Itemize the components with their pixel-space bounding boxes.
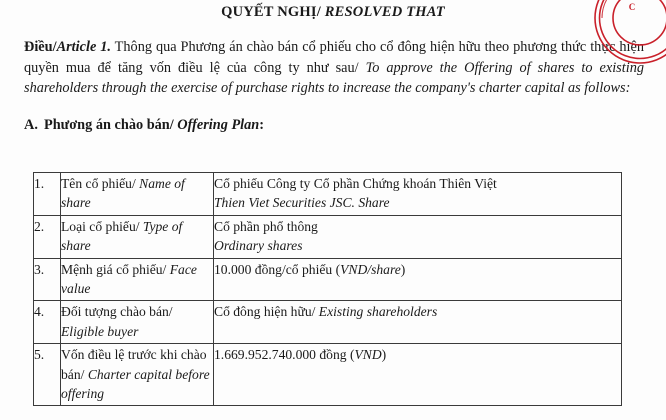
row-value-suffix: ) [400, 261, 406, 277]
row-label-english: Face value [61, 261, 197, 297]
section-a-title-english: Offering Plan [177, 117, 260, 133]
table-row [34, 344, 622, 406]
row-label-vietnamese: Mệnh giá cổ phiếu/ [61, 261, 170, 277]
row-value-vietnamese: Cổ phiếu Công ty Cổ phần Chứng khoán Thiên Việt [214, 176, 497, 191]
row-value [214, 173, 622, 216]
row-value-vietnamese: 10.000 đồng/cổ phiếu ( [214, 261, 341, 277]
section-a-letter: A. [24, 117, 38, 133]
row-label [61, 258, 214, 301]
row-label-english: Eligible buyer [61, 323, 139, 339]
row-value [214, 258, 622, 301]
article-1-paragraph [24, 37, 644, 98]
section-a-title-vietnamese: Phương án chào bán/ [44, 117, 178, 133]
page-title [0, 4, 666, 21]
article-label-vietnamese: Điều/ [24, 39, 57, 56]
svg-text:C: C [628, 2, 636, 12]
row-label [61, 344, 214, 406]
row-label-english: Charter capital before offering [61, 366, 210, 402]
table-row [34, 215, 622, 258]
article-body-english: To approve the Offering of shares to existing shareholders through the exercise of purchase rights to increase the company's charter capital as follows: [24, 59, 644, 96]
row-label [61, 173, 214, 216]
row-value-vietnamese: 1.669.952.740.000 đồng ( [214, 347, 355, 363]
row-number: 3. [34, 258, 61, 301]
row-label-vietnamese: Loại cổ phiếu/ [61, 218, 143, 234]
table-row [34, 173, 622, 216]
row-value [214, 215, 622, 258]
row-value-suffix: ) [381, 347, 387, 363]
row-value-english: Existing shareholders [318, 304, 438, 320]
row-number: 4. [34, 301, 61, 344]
row-label-vietnamese: Đối tượng chào bán/ [61, 304, 173, 320]
row-value [214, 301, 622, 344]
row-number: 2. [34, 215, 61, 258]
section-a-heading [24, 116, 666, 135]
row-value-english: Thien Viet Securities JSC. Share [214, 195, 390, 211]
row-label-vietnamese: Vốn điều lệ trước khi chào bán/ [61, 347, 207, 382]
table-row [34, 301, 622, 344]
offering-plan-table-wrapper [33, 172, 622, 406]
article-label-english: Article 1. [56, 39, 111, 56]
offering-plan-table [33, 172, 622, 406]
row-label-english: Type of share [61, 218, 183, 254]
row-label [61, 301, 214, 344]
row-label [61, 215, 214, 258]
row-value-vietnamese: Cổ đông hiện hữu/ [214, 304, 319, 320]
row-value-english: Ordinary shares [214, 238, 303, 254]
row-value-english: VND/share [340, 261, 401, 277]
table-row [34, 258, 622, 301]
row-value-english: VND [354, 347, 382, 363]
row-value-vietnamese: Cổ phần phổ thông [214, 218, 318, 234]
page-title-english: RESOLVED THAT [324, 4, 445, 20]
row-label-english: Name of share [61, 176, 185, 211]
row-number: 5. [34, 344, 61, 406]
section-a-colon: : [259, 117, 265, 133]
row-label-vietnamese: Tên cổ phiếu/ [61, 176, 140, 191]
row-number: 1. [34, 173, 61, 216]
page-title-vietnamese: QUYẾT NGHỊ/ [221, 4, 321, 20]
article-body-vietnamese: Thông qua Phương án chào bán cổ phiếu cho cổ đông hiện hữu theo phương thức thực hiện quyền mua để tăng vốn điều lệ của công ty như sau/ [24, 39, 644, 76]
row-value [214, 344, 622, 406]
